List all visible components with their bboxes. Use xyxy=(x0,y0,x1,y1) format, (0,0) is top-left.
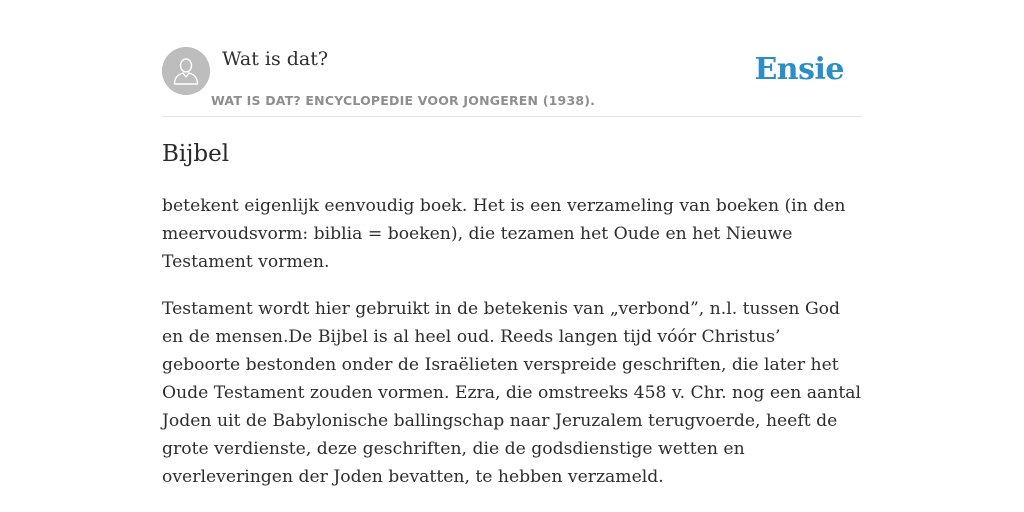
brand-logo-link[interactable]: Ensie xyxy=(754,52,844,87)
source-subtitle: WAT IS DAT? ENCYCLOPEDIE VOOR JONGEREN (1938). xyxy=(211,93,596,108)
source-header xyxy=(162,0,862,117)
entry-paragraph: Testament wordt hier gebruikt in de betekenis van „verbond”, n.l. tussen God en de mensen.De Bijbel is al heel oud. Reeds langen tijd vóór Christus’ geboorte bestonden onder de Israëlieten verspreide geschriften, die later het Oude Testament zouden vormen. Ezra, die omstreeks 458 v. Chr. nog een aantal Joden uit de Babylonische ballingschap naar Jeruzalem terugvoerde, heeft de grote verdienste, deze geschriften, die de godsdienstige wetten en overleveringen der Joden bevatten, te hebben verzameld. xyxy=(162,299,861,487)
entry-body xyxy=(162,192,862,510)
page xyxy=(162,0,862,487)
source-title[interactable]: Wat is dat? xyxy=(222,48,329,70)
entry-paragraph: betekent eigenlijk eenvoudig boek. Het is een verzameling van boeken (in den meervoudsvorm: biblia = boeken), die tezamen het Oude en het Nieuwe Testament vormen. xyxy=(162,196,846,272)
entry-title: Bijbel xyxy=(162,141,230,167)
user-avatar-icon[interactable] xyxy=(162,47,210,95)
